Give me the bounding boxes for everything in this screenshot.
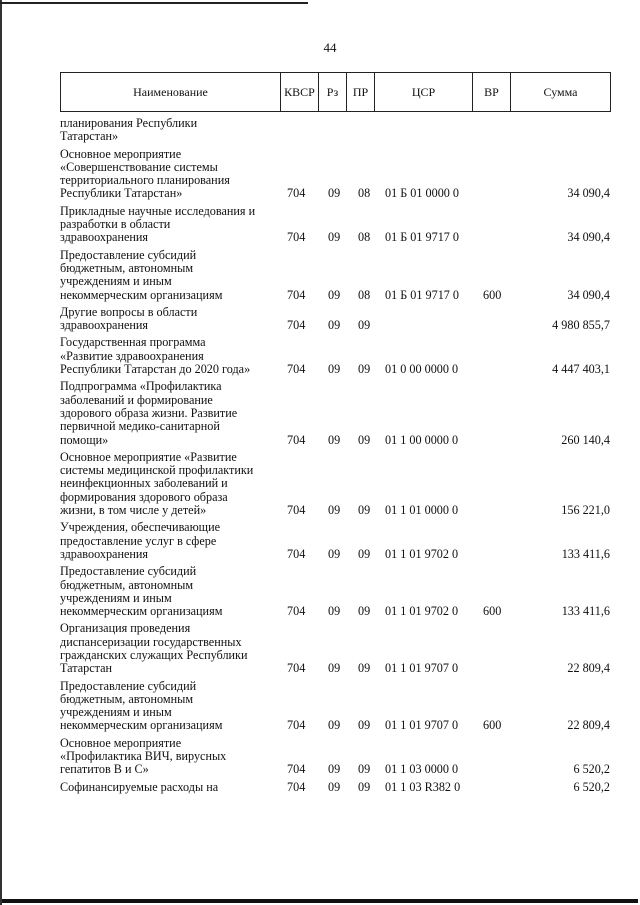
row-vr: 600 [483, 604, 502, 619]
scan-top-line [0, 2, 308, 4]
row-sum: 34 090,4 [567, 230, 610, 245]
row-csr: 01 1 00 0000 0 [385, 432, 459, 447]
row-name-line: Татарстан [60, 661, 113, 676]
row-kvsr: 704 [287, 186, 306, 201]
header-csr: ЦСР [375, 73, 473, 112]
row-name-line: «Развитие здравоохранения [60, 348, 204, 363]
row-name-line: системы медицинской профилактики [60, 463, 254, 478]
table-row [60, 336, 610, 376]
row-name-line: здравоохранения [60, 230, 149, 245]
table-row [60, 380, 610, 446]
row-name-line: Основное мероприятие [60, 146, 182, 161]
row-name-line: Основное мероприятие [60, 735, 182, 750]
row-kvsr: 704 [287, 661, 306, 676]
row-name [60, 336, 268, 376]
table-row [60, 451, 610, 517]
row-kvsr: 704 [287, 432, 306, 447]
row-name-line: Государственная программа [60, 335, 206, 350]
table-row [60, 565, 610, 618]
row-pr: 09 [358, 318, 371, 333]
scan-bottom-edge [2, 899, 638, 903]
row-name-line: Республики Татарстан» [60, 186, 183, 201]
row-name-line: Татарстан» [60, 129, 119, 144]
row-name-line: территориального планирования [60, 173, 230, 188]
header-sum: Сумма [511, 73, 611, 112]
row-kvsr: 704 [287, 287, 306, 302]
row-pr: 08 [358, 186, 371, 201]
row-kvsr: 704 [287, 604, 306, 619]
table-row [60, 249, 610, 302]
row-name [60, 306, 268, 333]
table-row [60, 521, 610, 561]
row-name [60, 380, 268, 446]
table-row [60, 622, 610, 675]
row-name-line: разработки в области [60, 217, 171, 232]
row-name-line: Софинансируемые расходы на [60, 779, 219, 794]
row-vr: 600 [483, 718, 502, 733]
row-name [60, 781, 268, 794]
row-name-line: Республики Татарстан до 2020 года» [60, 362, 251, 377]
header-pr: ПР [347, 73, 375, 112]
row-name-line: «Профилактика ВИЧ, вирусных [60, 749, 227, 764]
row-pr: 08 [358, 287, 371, 302]
row-name-line: учреждениям и иным [60, 590, 172, 605]
row-pr: 09 [358, 503, 371, 518]
row-rz: 09 [328, 661, 341, 676]
table-row [60, 148, 610, 201]
row-csr: 01 1 03 R382 0 [385, 779, 461, 794]
row-name-line: некоммерческим организациям [60, 287, 223, 302]
row-name-line: некоммерческим организациям [60, 604, 223, 619]
row-name [60, 680, 268, 733]
header-kvsr: КВСР [281, 73, 319, 112]
row-name [60, 565, 268, 618]
row-sum: 133 411,6 [561, 546, 610, 561]
row-sum: 6 520,2 [573, 762, 610, 777]
scan-left-edge [0, 0, 2, 905]
table-row [60, 205, 610, 245]
row-sum: 4 447 403,1 [552, 362, 610, 377]
row-rz: 09 [328, 546, 341, 561]
row-csr: 01 1 01 9707 0 [385, 718, 459, 733]
row-name-line: жизни, в том числе у детей» [60, 503, 207, 518]
row-rz: 09 [328, 230, 341, 245]
row-name-line: бюджетным, автономным [60, 577, 194, 592]
row-sum: 4 980 855,7 [552, 318, 610, 333]
row-name-line: Предоставление субсидий [60, 247, 197, 262]
row-pr: 09 [358, 779, 371, 794]
row-rz: 09 [328, 718, 341, 733]
row-sum: 22 809,4 [567, 661, 610, 676]
header-vr: ВР [473, 73, 511, 112]
row-pr: 08 [358, 230, 371, 245]
row-rz: 09 [328, 762, 341, 777]
row-sum: 260 140,4 [561, 432, 610, 447]
row-name-line: формирования здорового образа [60, 489, 228, 504]
header-name: Наименование [61, 73, 281, 112]
row-name [60, 622, 268, 675]
row-name [60, 117, 268, 144]
row-name-line: предоставление услуг в сфере [60, 533, 217, 548]
table-row [60, 737, 610, 777]
row-name-line: Другие вопросы в области [60, 304, 198, 319]
row-kvsr: 704 [287, 230, 306, 245]
row-name-line: Учреждения, обеспечивающие [60, 520, 220, 535]
row-name-line: диспансеризации государственных [60, 634, 242, 649]
row-csr: 01 Б 01 9717 0 [385, 287, 460, 302]
budget-table-body [60, 117, 610, 798]
row-vr: 600 [483, 287, 502, 302]
row-name [60, 737, 268, 777]
row-csr: 01 1 01 0000 0 [385, 503, 459, 518]
table-row [60, 680, 610, 733]
row-name [60, 451, 268, 517]
row-kvsr: 704 [287, 318, 306, 333]
row-sum: 34 090,4 [567, 186, 610, 201]
row-kvsr: 704 [287, 362, 306, 377]
row-rz: 09 [328, 432, 341, 447]
row-name-line: некоммерческим организациям [60, 718, 223, 733]
row-name [60, 249, 268, 302]
row-name-line: здравоохранения [60, 318, 149, 333]
row-csr: 01 Б 01 9717 0 [385, 230, 460, 245]
row-name-line: Прикладные научные исследования и [60, 203, 256, 218]
row-name-line: Организация проведения [60, 621, 191, 636]
row-kvsr: 704 [287, 779, 306, 794]
row-kvsr: 704 [287, 503, 306, 518]
row-rz: 09 [328, 779, 341, 794]
header-rz: Рз [319, 73, 347, 112]
row-csr: 01 0 00 0000 0 [385, 362, 459, 377]
row-name-line: Основное мероприятие «Развитие [60, 449, 237, 464]
row-csr: 01 Б 01 0000 0 [385, 186, 460, 201]
row-pr: 09 [358, 718, 371, 733]
row-name-line: «Совершенствование системы [60, 159, 218, 174]
row-sum: 22 809,4 [567, 718, 610, 733]
row-name-line: здорового образа жизни. Развитие [60, 405, 238, 420]
row-name-line: Предоставление субсидий [60, 564, 197, 579]
row-pr: 09 [358, 362, 371, 377]
row-kvsr: 704 [287, 546, 306, 561]
row-name-line: бюджетным, автономным [60, 260, 194, 275]
row-name-line: гепатитов В и С» [60, 762, 149, 777]
row-rz: 09 [328, 287, 341, 302]
row-rz: 09 [328, 318, 341, 333]
row-name-line: здравоохранения [60, 546, 149, 561]
row-csr: 01 1 03 0000 0 [385, 762, 459, 777]
row-kvsr: 704 [287, 762, 306, 777]
row-sum: 133 411,6 [561, 604, 610, 619]
row-name [60, 148, 268, 201]
row-pr: 09 [358, 762, 371, 777]
row-pr: 09 [358, 661, 371, 676]
row-name-line: заболеваний и формирование [60, 392, 213, 407]
row-pr: 09 [358, 432, 371, 447]
row-rz: 09 [328, 362, 341, 377]
row-pr: 09 [358, 604, 371, 619]
row-name [60, 205, 268, 245]
row-sum: 6 520,2 [573, 779, 610, 794]
row-name-line: Предоставление субсидий [60, 678, 197, 693]
row-name-line: планирования Республики [60, 116, 198, 130]
row-name-line: первичной медико-санитарной [60, 419, 220, 434]
row-name-line: неинфекционных заболеваний и [60, 476, 228, 491]
table-row [60, 306, 610, 333]
row-rz: 09 [328, 503, 341, 518]
row-rz: 09 [328, 604, 341, 619]
table-header [60, 72, 611, 112]
row-name [60, 521, 268, 561]
row-sum: 156 221,0 [561, 503, 610, 518]
row-name-line: гражданских служащих Республики [60, 647, 248, 662]
row-name-line: помощи» [60, 432, 109, 447]
row-name-line: бюджетным, автономным [60, 691, 194, 706]
row-kvsr: 704 [287, 718, 306, 733]
row-rz: 09 [328, 186, 341, 201]
table-row [60, 781, 610, 794]
row-csr: 01 1 01 9702 0 [385, 604, 459, 619]
table-row [60, 117, 610, 144]
row-pr: 09 [358, 546, 371, 561]
row-name-line: Подпрограмма «Профилактика [60, 379, 222, 394]
row-csr: 01 1 01 9702 0 [385, 546, 459, 561]
row-csr: 01 1 01 9707 0 [385, 661, 459, 676]
row-sum: 34 090,4 [567, 287, 610, 302]
row-name-line: учреждениям и иным [60, 274, 172, 289]
row-name-line: учреждениям и иным [60, 705, 172, 720]
page-number: 44 [323, 40, 337, 55]
